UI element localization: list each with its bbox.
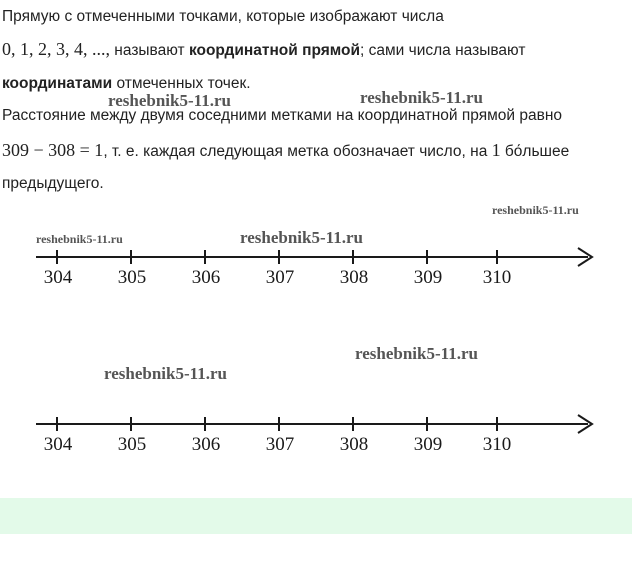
text-line-1: Прямую с отмеченными точками, которые изображают числа [2, 8, 444, 25]
number-one: 1 [491, 140, 501, 160]
text-fragment: ; сами числа называют [360, 42, 526, 59]
tick-label: 307 [265, 434, 295, 455]
watermark: reshebnik5-11.ru [36, 232, 123, 246]
watermark: reshebnik5-11.ru [355, 344, 478, 363]
tick-label: 308 [339, 267, 369, 288]
watermark: reshebnik5-11.ru [104, 364, 227, 383]
tick-label: 307 [265, 267, 295, 288]
watermark: reshebnik5-11.ru [492, 203, 579, 217]
tick-label: 310 [482, 434, 512, 455]
watermark: reshebnik5-11.ru [360, 88, 483, 107]
tick-label: 305 [117, 267, 147, 288]
difference-expression: 309 − 308 = 1 [2, 140, 104, 160]
tick-label: 306 [191, 434, 221, 455]
watermark: reshebnik5-11.ru [240, 228, 363, 247]
text-line-4: Расстояние между двумя соседними метками на координатной прямой равно [2, 107, 563, 124]
tick-label: 309 [413, 434, 443, 455]
watermark: reshebnik5-11.ru [108, 91, 231, 110]
text-fragment: называют [110, 42, 189, 59]
tick-label: 309 [413, 267, 443, 288]
tick-label: 304 [43, 434, 73, 455]
number-line-1 [0, 232, 632, 312]
tick-label: 306 [191, 267, 221, 288]
text-fragment: отмеченных точек. [112, 75, 251, 92]
tick-label: 304 [43, 267, 73, 288]
number-line-svg [0, 232, 632, 312]
number-line-svg [0, 399, 632, 479]
text-fragment: бо́льшее [500, 143, 570, 160]
text-line-2 [2, 39, 525, 61]
tick-label: 310 [482, 267, 512, 288]
term-coordinates: координатами [2, 75, 113, 92]
text-line-6: предыдущего. [2, 175, 104, 192]
term-coordinate-line: координатной прямой [188, 42, 361, 59]
number-line-2 [0, 399, 632, 479]
tick-label: 305 [117, 434, 147, 455]
highlight-band [0, 498, 632, 534]
tick-label: 308 [339, 434, 369, 455]
text-line-5 [2, 140, 569, 162]
text-fragment: , т. е. каждая следующая метка обозначает число, на [103, 143, 492, 160]
number-sequence: 0, 1, 2, 3, 4, ..., [2, 39, 110, 59]
